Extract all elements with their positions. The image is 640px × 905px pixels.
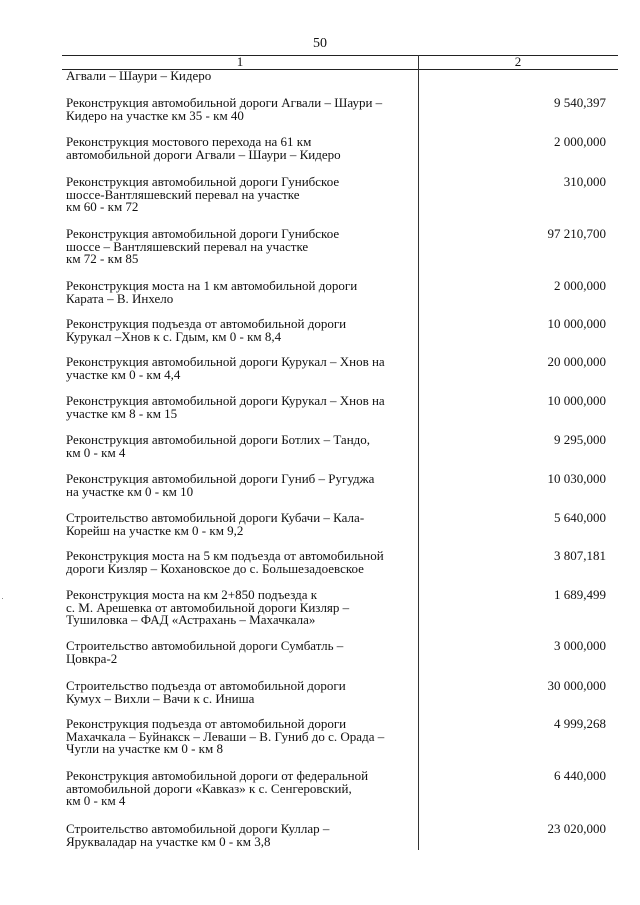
row-value: 20 000,000 bbox=[547, 354, 606, 369]
row-value: 9 540,397 bbox=[554, 95, 606, 110]
row-value: 30 000,000 bbox=[547, 678, 606, 693]
row-value: 10 000,000 bbox=[547, 393, 606, 408]
row-value: 23 020,000 bbox=[547, 821, 606, 836]
row-name: Строительство подъезда от автомобильной дороги Кумух – Вихли – Вачи к с. Инишa bbox=[66, 678, 346, 706]
row-name: Реконструкция подъезда от автомобильной дороги Махачкала – Буйнакск – Леваши – В. Гуниб до с. Орада – Чугли на участке км 0 - км 8 bbox=[66, 716, 385, 756]
row-name: Реконструкция автомобильной дороги Агвали – Шаури – Кидеро на участке км 35 - км 40 bbox=[66, 95, 383, 123]
row-name: Реконструкция моста на 5 км подъезда от автомобильной дороги Кизляр – Кохановское до с. Большезадоевское bbox=[66, 548, 384, 576]
row-name: Реконструкция мостового перехода на 61 км автомобильной дороги Агвали – Шаури – Кидеро bbox=[66, 134, 341, 162]
row-name: Строительство автомобильной дороги Сумбатль – Цовкра-2 bbox=[66, 638, 344, 666]
row-name: Реконструкция моста на км 2+850 подъезда к с. М. Арешевка от автомобильной дороги Кизляр – Тушиловка – ФАД «Астрахань – Махачкала» bbox=[66, 587, 350, 627]
page-number: 50 bbox=[313, 36, 327, 51]
row-name: Агвали – Шаури – Кидеро bbox=[66, 68, 212, 83]
row-value: 9 295,000 bbox=[554, 432, 606, 447]
row-name: Реконструкция автомобильной дороги Ботлих – Тандо, км 0 - км 4 bbox=[66, 432, 371, 460]
row-name: Реконструкция автомобильной дороги Гунибское шоссе – Вантляшевский перевал на участке км 72 - км 85 bbox=[66, 226, 340, 266]
row-value: 1 689,499 bbox=[554, 587, 606, 602]
row-value: 10 000,000 bbox=[547, 316, 606, 331]
row-name: Реконструкция подъезда от автомобильной дороги Курукал –Хнов к с. Гдым, км 0 - км 8,4 bbox=[66, 316, 347, 344]
row-value: 3 807,181 bbox=[554, 548, 606, 563]
column-header-2: 2 bbox=[514, 54, 522, 69]
margin-mark bbox=[2, 598, 3, 599]
row-value: 5 640,000 bbox=[554, 510, 606, 525]
row-value: 3 000,000 bbox=[554, 638, 606, 653]
row-name: Реконструкция автомобильной дороги Курукал – Хнов на участке км 0 - км 4,4 bbox=[66, 354, 385, 382]
row-value: 6 440,000 bbox=[554, 768, 606, 783]
row-name: Реконструкция автомобильной дороги Гуниб – Ругуджа на участке км 0 - км 10 bbox=[66, 471, 375, 499]
row-name: Реконструкция автомобильной дороги Гунибское шоссе-Вантляшевский перевал на участке км 60 - км 72 bbox=[66, 174, 340, 214]
row-name: Реконструкция автомобильной дороги от федеральной автомобильной дороги «Кавказ» к с. Сенгеровский, км 0 - км 4 bbox=[66, 768, 369, 808]
row-value: 97 210,700 bbox=[547, 226, 606, 241]
column-divider bbox=[418, 55, 419, 850]
row-value: 310,000 bbox=[563, 174, 606, 189]
row-name: Строительство автомобильной дороги Куллар – Ярукваладар на участке км 0 - км 3,8 bbox=[66, 821, 330, 849]
row-name: Строительство автомобильной дороги Кубачи – Кала- Корейш на участке км 0 - км 9,2 bbox=[66, 510, 365, 538]
row-value: 10 030,000 bbox=[547, 471, 606, 486]
column-header-1: 1 bbox=[236, 54, 244, 69]
row-value: 2 000,000 bbox=[554, 134, 606, 149]
row-value: 4 999,268 bbox=[554, 716, 606, 731]
row-value: 2 000,000 bbox=[554, 278, 606, 293]
row-name: Реконструкция автомобильной дороги Курукал – Хнов на участке км 8 - км 15 bbox=[66, 393, 385, 421]
row-name: Реконструкция моста на 1 км автомобильной дороги Карата – В. Инхело bbox=[66, 278, 358, 306]
